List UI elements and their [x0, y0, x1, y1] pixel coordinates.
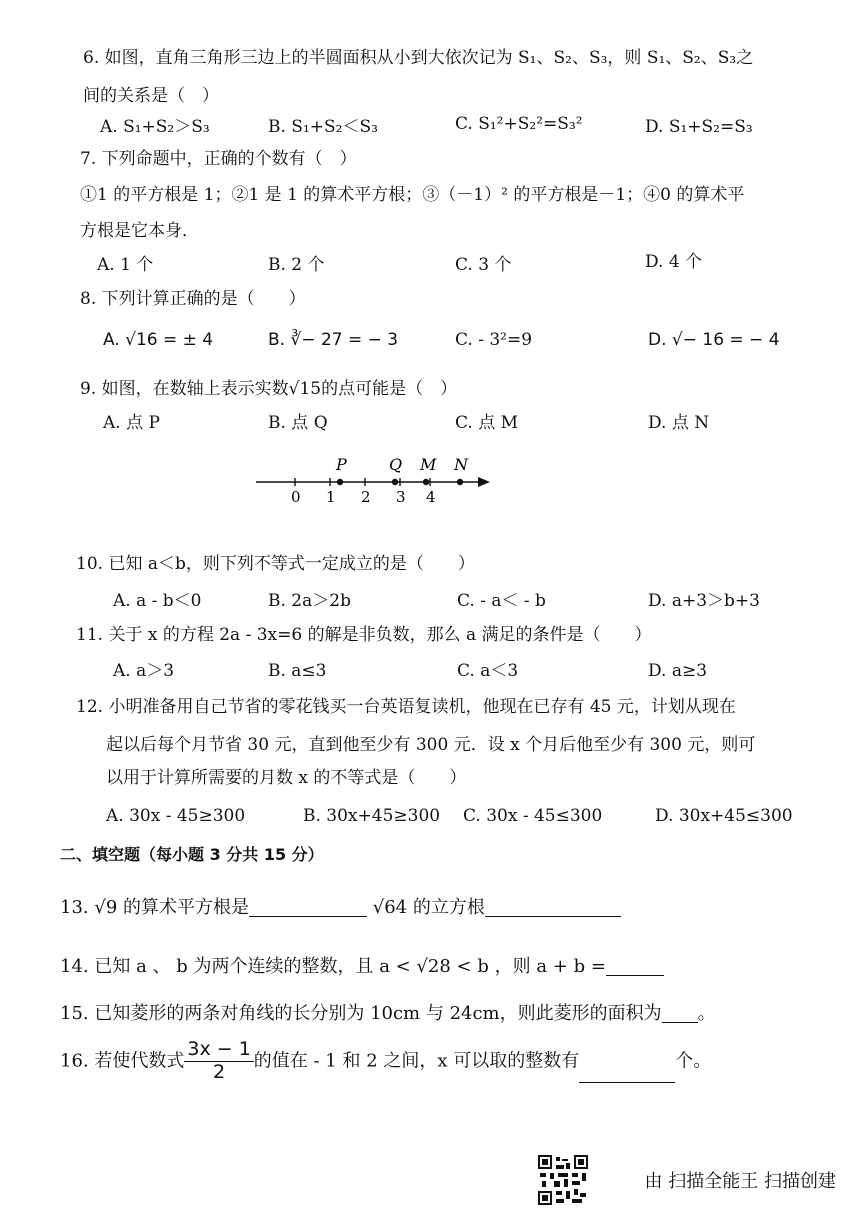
point-q: [392, 479, 398, 485]
q16-answer-blank[interactable]: [579, 1064, 675, 1083]
point-n: [457, 479, 463, 485]
q12-line1: 12. 小明准备用自己节省的零花钱买一台英语复读机，他现在已存有 45 元，计划从现在: [76, 697, 736, 717]
q8-option-a: A. √16 = ± 4: [103, 330, 214, 350]
q8-option-d: D. √− 16 = − 4: [648, 330, 780, 350]
q11-option-a: A. a＞3: [113, 661, 175, 681]
section-title-fill-in: 二、填空题（每小题 3 分共 15 分）: [60, 845, 324, 864]
number-line-diagram: [250, 452, 510, 512]
q9-option-c: C. 点 M: [455, 413, 519, 433]
q11-option-c: C. a＜3: [457, 661, 519, 681]
q15: [60, 1004, 716, 1023]
q10-option-d: D. a+3＞b+3: [648, 591, 760, 611]
q15-prefix: 15. 已知菱形的两条对角线的长分别为 10cm 与 24cm，则此菱形的面积为: [60, 1003, 662, 1024]
tick-label-1: 1: [326, 488, 336, 506]
tick-label-2: 2: [361, 488, 371, 506]
q12-option-c: C. 30x - 45≤300: [463, 806, 603, 826]
q9-option-a: A. 点 P: [103, 413, 160, 433]
q12-option-a: A. 30x - 45≥300: [106, 806, 246, 826]
q7-line2: ①1 的平方根是 1；②1 是 1 的算术平方根；③（－1）² 的平方根是－1；④0 的算术平: [80, 185, 745, 205]
q7-option-b: B. 2 个: [268, 255, 325, 275]
q14: [60, 957, 664, 976]
q14-prefix: 14. 已知 a 、 b 为两个连续的整数，且 a < √28 < b ，则 a + b =: [60, 956, 606, 977]
q6-line2: 间的关系是（ ）: [83, 86, 219, 106]
point-m: [423, 479, 429, 485]
q7-option-c: C. 3 个: [455, 255, 512, 275]
q15-suffix: 。: [697, 1003, 716, 1024]
q10-option-c: C. - a＜ - b: [457, 591, 546, 611]
tick-label-3: 3: [396, 488, 406, 506]
q12-option-b: B. 30x+45≥300: [303, 806, 441, 826]
point-label-m: M: [420, 455, 437, 474]
q12-line3: 以用于计算所需要的月数 x 的不等式是（ ）: [106, 768, 467, 788]
q16-prefix: 16. 若使代数式: [60, 1050, 185, 1072]
q11-line1: 11. 关于 x 的方程 2a - 3x=6 的解是非负数，那么 a 满足的条件是（ ）: [76, 625, 652, 645]
q13-middle: √64 的立方根: [372, 897, 485, 918]
q12-line2: 起以后每个月节省 30 元，直到他至少有 300 元．设 x 个月后他至少有 300 元，则可: [106, 735, 756, 755]
point-label-q: Q: [389, 455, 403, 474]
q7-option-d: D. 4 个: [645, 252, 703, 272]
q13-answer-blank-2[interactable]: [485, 898, 621, 917]
q9-line1: 9. 如图，在数轴上表示实数√15的点可能是（ ）: [80, 379, 458, 399]
point-p: [337, 479, 343, 485]
q7-line1: 7. 下列命题中，正确的个数有（ ）: [80, 149, 357, 169]
q16-denominator: 2: [213, 1060, 226, 1083]
q11-option-d: D. a≥3: [648, 661, 708, 681]
q13: [60, 898, 621, 917]
q6-option-c: C. S₁²+S₂²=S₃²: [455, 114, 583, 134]
q6-line1: 6. 如图，直角三角形三边上的半圆面积从小到大依次记为 S₁、S₂、S₃，则 S₁、S₂、S₃之: [83, 48, 754, 68]
tick-label-0: 0: [291, 488, 301, 506]
q16-middle: 的值在 - 1 和 2 之间，x 可以取的整数有: [253, 1050, 580, 1072]
q16-numerator: 3x − 1: [184, 1040, 253, 1062]
tick-label-4: 4: [426, 488, 436, 506]
q9-option-d: D. 点 N: [648, 413, 710, 433]
q8-option-c: C. - 3²=9: [455, 330, 533, 350]
q7-line3: 方根是它本身．: [80, 221, 199, 241]
q15-answer-blank[interactable]: [662, 1004, 698, 1023]
number-line-arrow: [478, 477, 490, 487]
q9-option-b: B. 点 Q: [268, 413, 328, 433]
q7-option-a: A. 1 个: [97, 255, 154, 275]
q12-option-d: D. 30x+45≤300: [655, 806, 793, 826]
q13-prefix: 13. √9 的算术平方根是: [60, 897, 249, 918]
q14-answer-blank[interactable]: [606, 957, 664, 976]
q8-option-b: B. ∛− 27 = − 3: [268, 330, 399, 350]
q10-option-b: B. 2a＞2b: [268, 591, 351, 611]
q16-fraction: [184, 1040, 253, 1083]
q6-option-a: A. S₁+S₂＞S₃: [100, 117, 210, 137]
q10-line1: 10. 已知 a＜b，则下列不等式一定成立的是（ ）: [76, 554, 475, 574]
q6-option-b: B. S₁+S₂＜S₃: [268, 117, 378, 137]
point-label-n: N: [454, 455, 468, 474]
qr-code-icon: [538, 1155, 588, 1205]
q16: [60, 1040, 711, 1083]
q6-option-d: D. S₁+S₂=S₃: [645, 117, 753, 137]
q10-option-a: A. a - b＜0: [113, 591, 202, 611]
scanner-watermark: 由 扫描全能王 扫描创建: [644, 1171, 836, 1192]
q8-line1: 8. 下列计算正确的是（ ）: [80, 289, 306, 309]
q13-answer-blank-1[interactable]: [249, 898, 367, 917]
q16-suffix: 个。: [675, 1050, 712, 1072]
q11-option-b: B. a≤3: [268, 661, 327, 681]
point-label-p: P: [336, 455, 347, 474]
